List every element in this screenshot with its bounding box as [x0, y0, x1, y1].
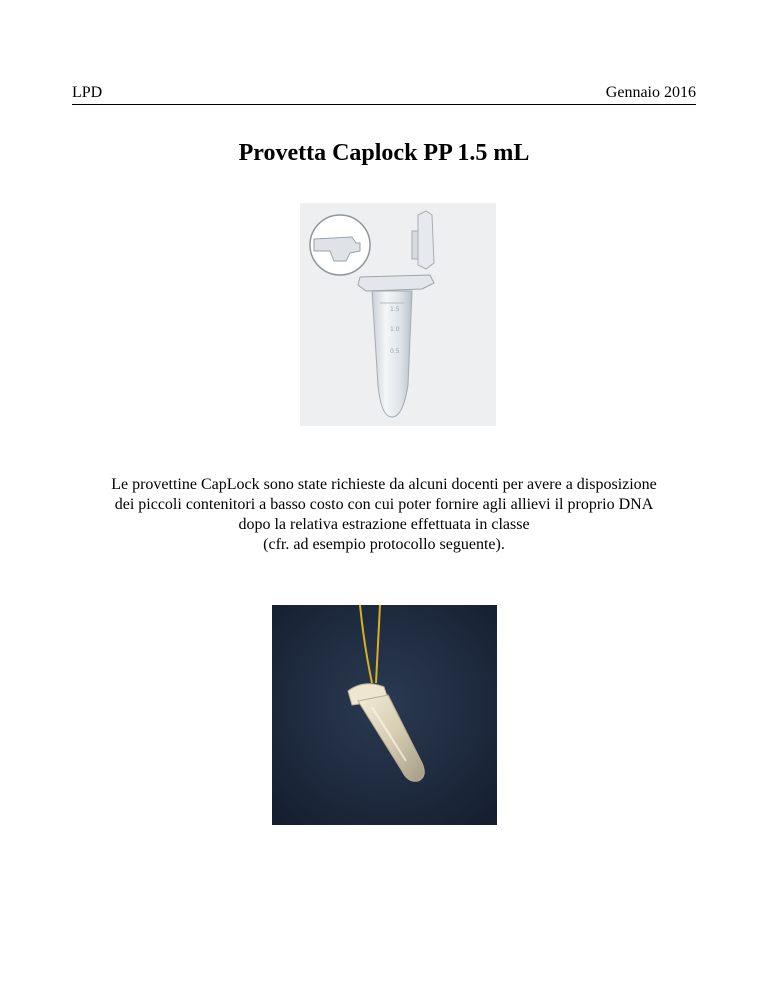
caplock-tube-product-image — [300, 203, 496, 426]
description-line: dei piccoli contenitori a basso costo con cui poter fornire agli allievi il proprio DNA — [114, 496, 654, 513]
document-title: Provetta Caplock PP 1.5 mL — [238, 140, 530, 166]
dna-necklace-photo — [272, 605, 497, 825]
page-header — [72, 80, 696, 105]
description-line: Le provettine CapLock sono state richieste da alcuni docenti per avere a disposizione — [111, 476, 657, 493]
header-date: Gennaio 2016 — [605, 84, 696, 101]
graduation-0-5: 0.5 — [390, 348, 400, 355]
description-line: (cfr. ad esempio protocollo seguente). — [263, 536, 505, 553]
graduation-1-5: 1.5 — [390, 306, 400, 313]
description-paragraph — [60, 475, 708, 555]
description-line: dopo la relativa estrazione effettuata in classe — [238, 516, 530, 533]
header-left: LPD — [72, 84, 103, 101]
graduation-1-0: 1.0 — [390, 326, 400, 333]
